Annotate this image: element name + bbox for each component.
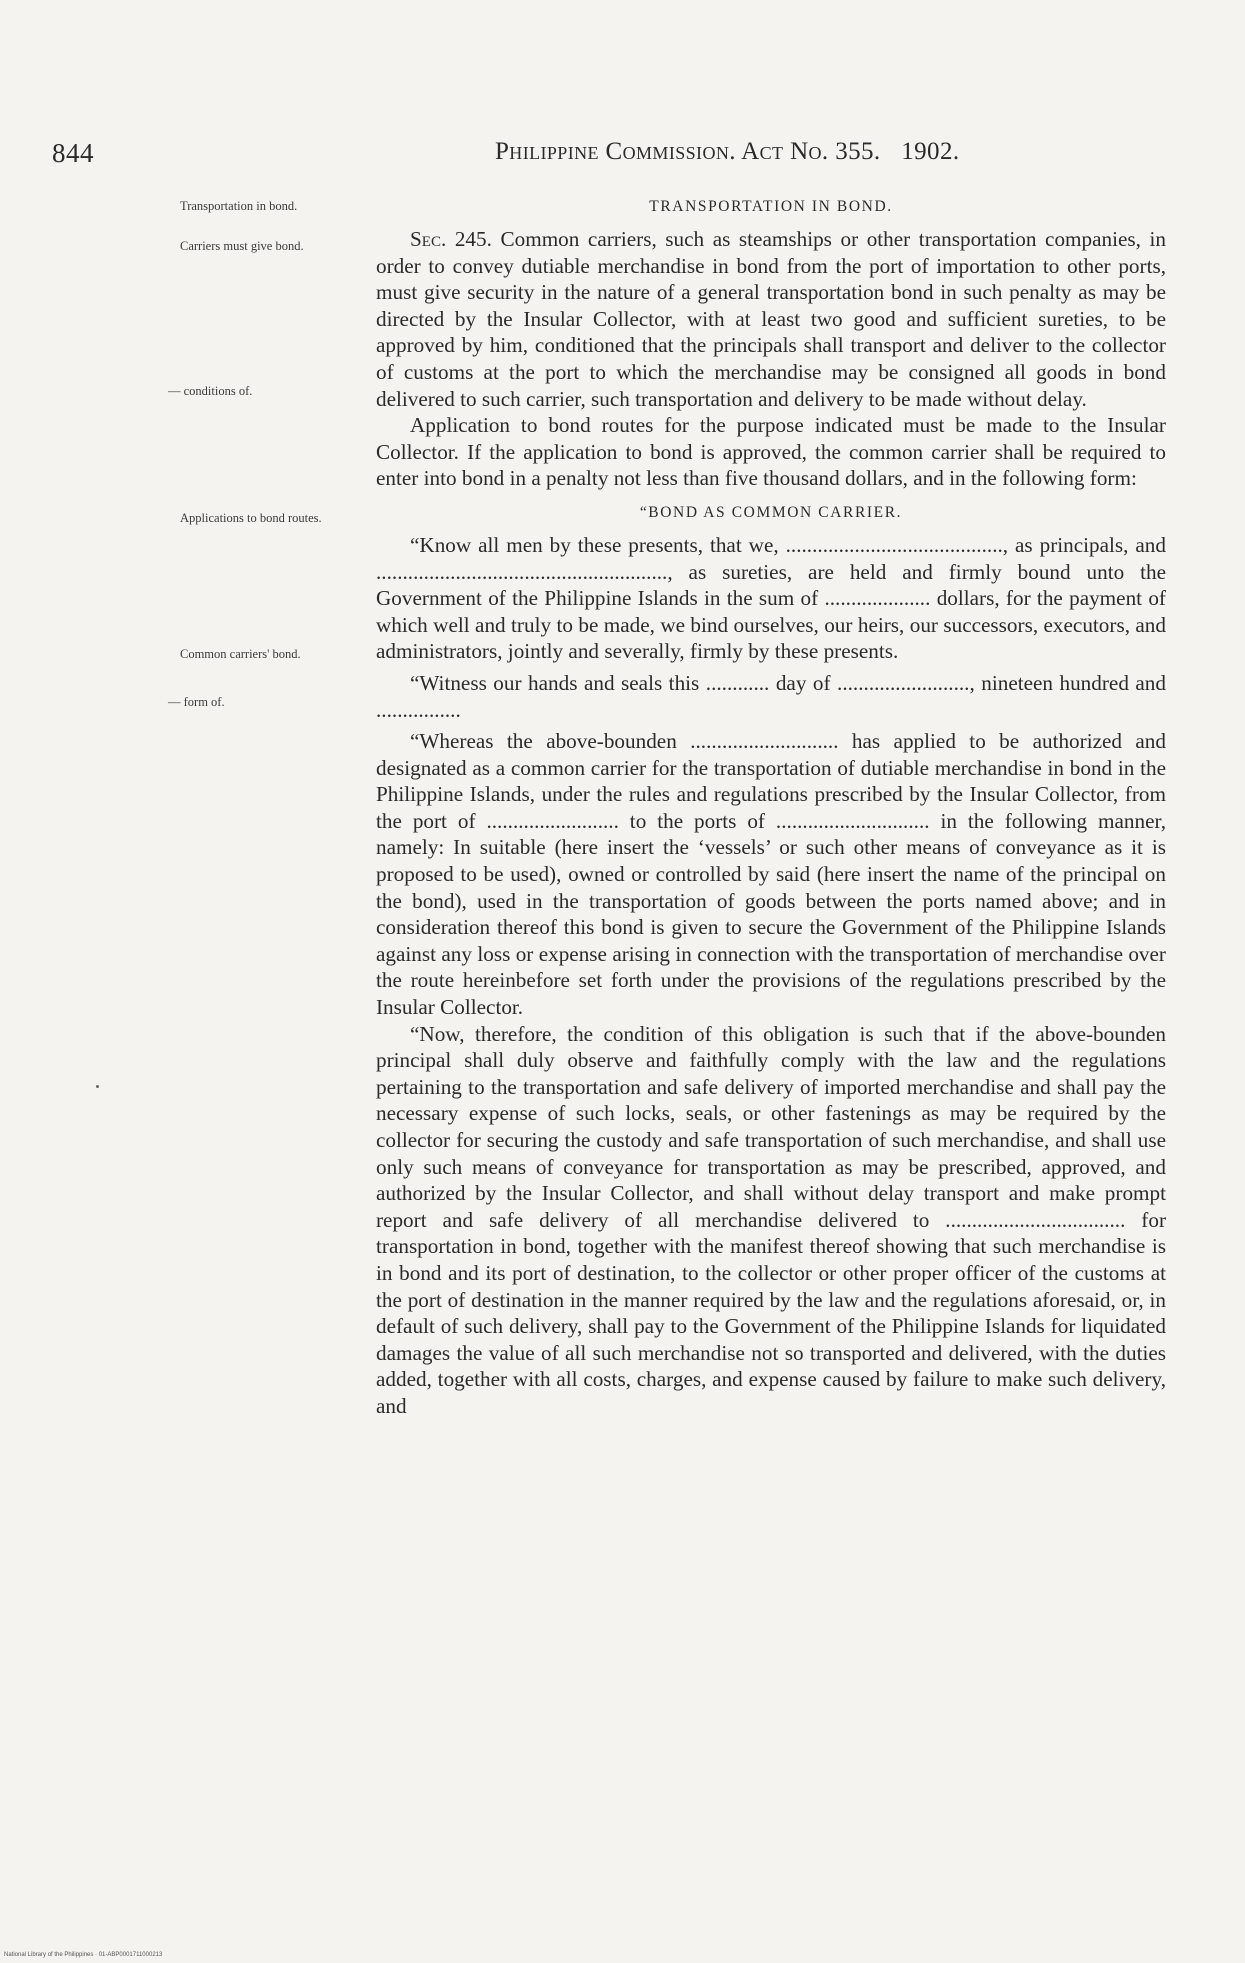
act-number: Act No. 355. <box>741 138 881 165</box>
section-label: Sec. 245. <box>410 227 492 251</box>
margin-note-common-carriers-bond: Common carriers' bond. <box>180 647 301 661</box>
year: 1902. <box>901 138 960 165</box>
margin-note-applications: Applications to bond routes. <box>180 511 322 525</box>
section-245-paragraph <box>376 226 1166 412</box>
paragraph-2: Application to bond routes for the purpose indicated must be made to the Insular Collector. If the application to bond is approved, the common carrier shall be required to enter into bond in a penalty not less than five thousand dollars, and in the following form: <box>376 413 1166 491</box>
margin-note-carriers-must-give-bond: Carriers must give bond. <box>180 239 304 253</box>
paragraph-3: “Know all men by these presents, that we, ........................................., as principals, and ......................................................., as sureties, are held and firmly bound unto the Government of the Philippine Islands in the sum of .................... dollars, for the payment of which well and truly to be made, we bind ourselves, our heirs, our successors, executors, and administrators, jointly and severally, firmly by these presents. <box>376 532 1166 664</box>
form-heading: “BOND AS COMMON CARRIER. <box>639 503 903 521</box>
page-header <box>0 138 1245 178</box>
running-title: Philippine Commission. <box>495 138 736 165</box>
body-text <box>376 196 1166 1420</box>
margin-note-form: — form of. <box>168 695 225 709</box>
page-speck <box>96 1085 99 1088</box>
margin-note-conditions: — conditions of. <box>168 384 253 398</box>
paragraph-5: “Whereas the above-bounden ............................ has applied to be authorized and designated as a common carrier for the transportation of dutiable merchandise in bond in the Philippine Islands, under the rules and regulations prescribed by the Insular Collector, from the port of ......................... to the ports of ............................. in the following manner, namely: In suitable (here insert the ‘vessels’ or such other means of conveyance as it is proposed to be used), owned or controlled by said (here insert the name of the principal on the bond), used in the transportation of goods between the ports named above; and in consideration thereof this bond is given to secure the Government of the Philippine Islands against any loss or expense arising in connection with the transportation of merchandise over the route hereinbefore set forth under the provisions of the regulations prescribed by the Insular Collector. <box>376 729 1166 1020</box>
paragraph-1-text: Common carriers, such as steamships or other transportation companies, in order to convey dutiable merchandise in bond from the port of importation to other ports, must give security in the nature of a general transportation bond in such penalty as may be directed by the Insular Collector, with at least two good and sufficient sureties, to be approved by him, conditioned that the principals shall transport and deliver to the collector of customs at the port to which the merchandise may be consigned all goods in bond delivered to such carrier, such transportation and delivery to be made without delay. <box>376 227 1167 411</box>
paragraph-6: “Now, therefore, the condition of this obligation is such that if the above-bounden principal shall duly observe and faithfully comply with the law and the regulations pertaining to the transportation and safe delivery of imported merchandise and shall pay the necessary expense of such locks, seals, or other fastenings as may be required by the collector for securing the custody and safe transportation of such merchandise, and shall use only such means of conveyance for transportation as may be prescribed, approved, and authorized by the Insular Collector, and shall without delay transport and make prompt report and safe delivery of all merchandise delivered to .................................. for transportation in bond, together with the manifest thereof showing that such merchandise is in bond and its port of destination, to the collector or other proper officer of the customs at the port of destination in the manner required by the law and the regulations aforesaid, or, in default of such delivery, shall pay to the Government of the Philippine Islands for liquidated damages the value of all such merchandise not so transported and delivered, with the duties added, together with all costs, charges, and expense caused by failure to make such delivery, and <box>376 1021 1166 1418</box>
margin-note-transportation-in-bond: Transportation in bond. <box>180 199 298 213</box>
section-heading: TRANSPORTATION IN BOND. <box>649 198 893 215</box>
footer-credit: National Library of the Philippines · 01-ABP0001711000213 <box>4 1952 163 1958</box>
paragraph-4: “Witness our hands and seals this ............ day of ........................., nineteen hundred and ................ <box>376 670 1166 722</box>
running-head <box>495 138 960 166</box>
page-number: 844 <box>52 138 94 168</box>
